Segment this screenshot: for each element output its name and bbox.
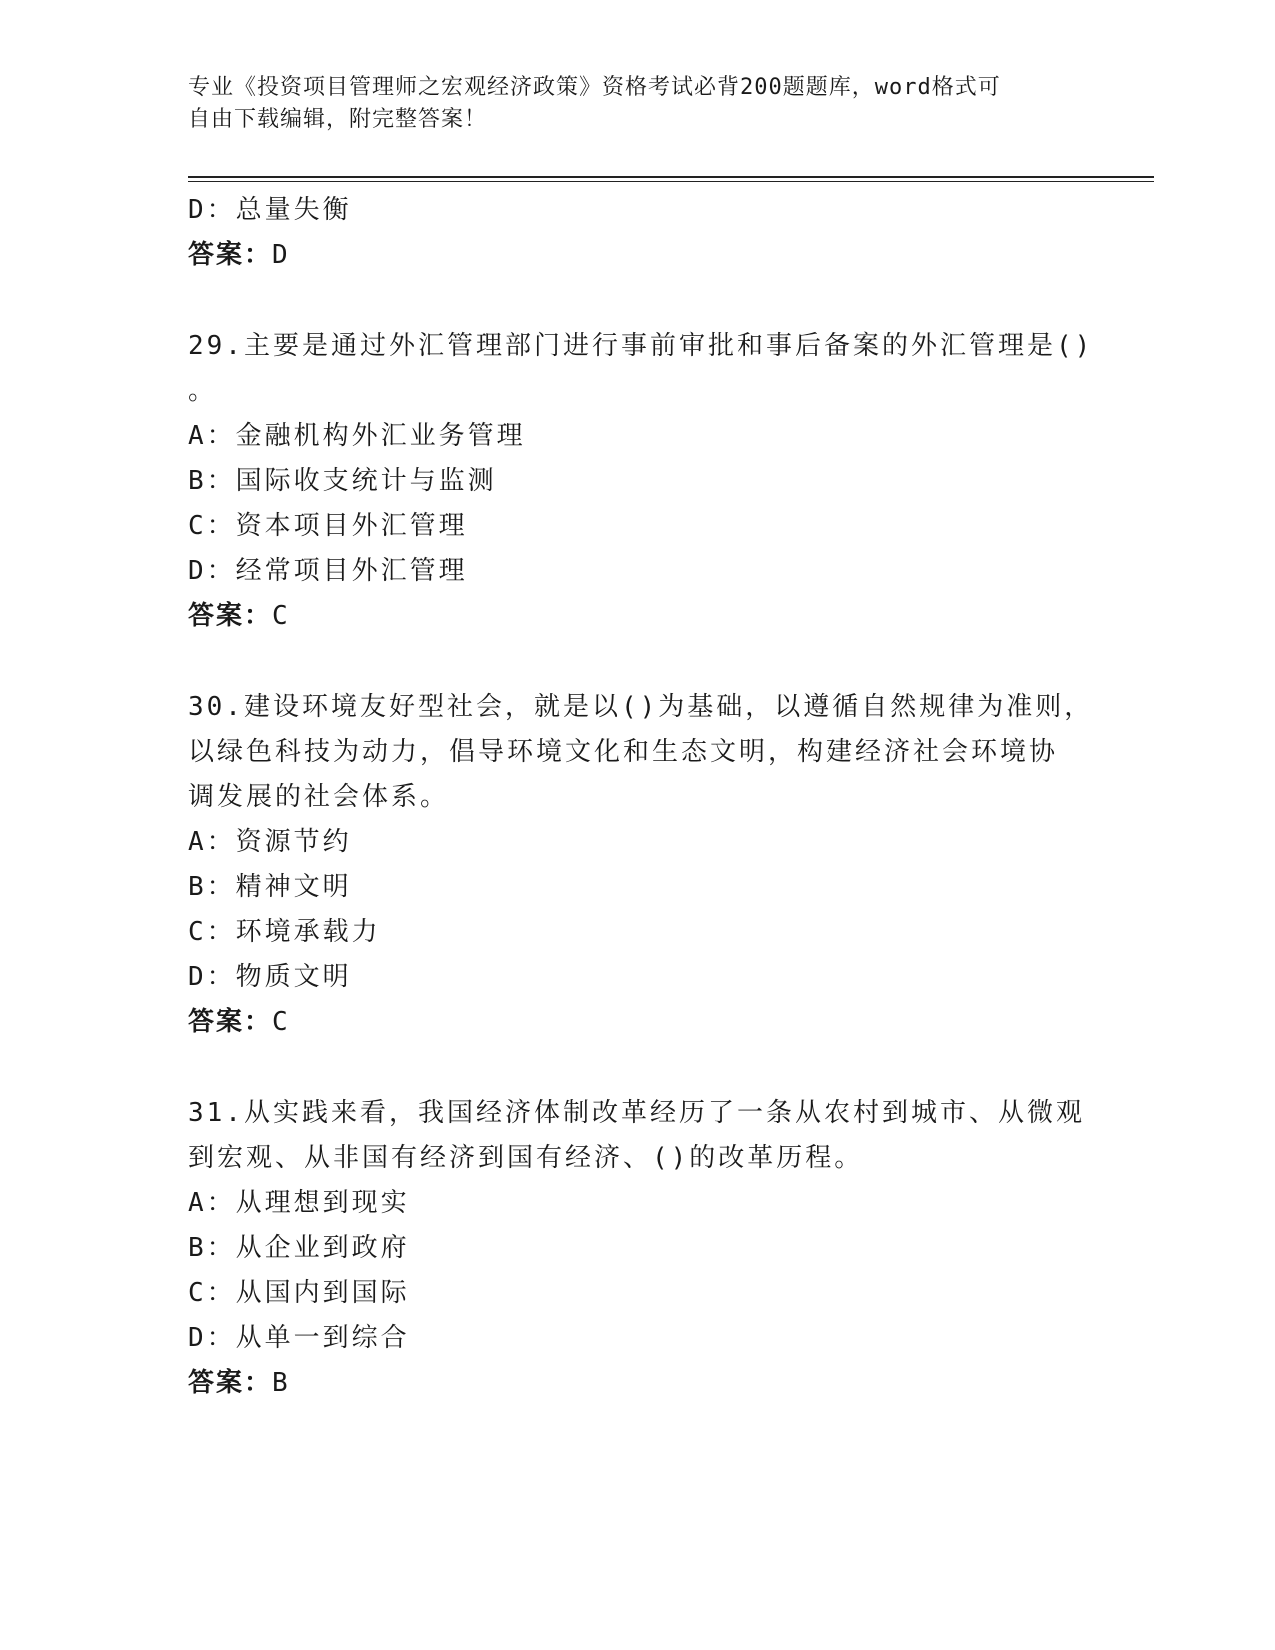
answer-value: B [272,1368,288,1398]
header-line-2: 自由下载编辑，附完整答案！ [188,107,488,132]
prev-answer [188,233,1088,278]
spacer [188,639,1088,685]
question-text-line: 以绿色科技为动力，倡导环境文化和生态文明，构建经济社会环境协 [188,737,1059,767]
option-a: A：资源节约 [188,827,352,857]
question-text-line: 到宏观、从非国有经济到国有经济、()的改革历程。 [188,1143,864,1173]
spacer [188,1045,1088,1091]
question-list [188,188,1094,1406]
option-b: B：精神文明 [188,872,352,902]
answer [188,1361,1088,1406]
header-line-1: 专业《投资项目管理师之宏观经济政策》资格考试必背200题题库，word格式可 [188,75,1001,100]
header-divider-thick [188,176,1154,178]
answer [188,1000,1088,1045]
answer-value: C [272,1007,288,1037]
prev-option-d: D：总量失衡 [188,195,352,225]
option-d: D：经常项目外汇管理 [188,556,468,586]
option-c: C：环境承载力 [188,917,381,947]
answer-value: D [272,240,288,270]
question-30 [188,685,1094,1045]
answer-label: 答案： [188,1368,273,1398]
question-text-line: 30.建设环境友好型社会，就是以()为基础，以遵循自然规律为准则， [188,692,1094,722]
option-d: D：物质文明 [188,962,352,992]
answer [188,594,1088,639]
option-c: C：从国内到国际 [188,1278,410,1308]
header-divider-thin [188,181,1154,182]
question-31 [188,1091,1088,1406]
option-b: B：国际收支统计与监测 [188,466,497,496]
option-a: A：从理想到现实 [188,1188,410,1218]
document-header [188,72,1068,136]
answer-value: C [272,601,288,631]
answer-label: 答案： [188,240,273,270]
option-a: A：金融机构外汇业务管理 [188,421,526,451]
option-c: C：资本项目外汇管理 [188,511,468,541]
question-29 [188,324,1094,639]
answer-label: 答案： [188,1007,273,1037]
question-text-line: 31.从实践来看，我国经济体制改革经历了一条从农村到城市、从微观 [188,1098,1085,1128]
answer-label: 答案： [188,601,273,631]
question-text-line: 29.主要是通过外汇管理部门进行事前审批和事后备案的外汇管理是() [188,331,1094,361]
question-text-line: 。 [188,376,218,406]
option-d: D：从单一到综合 [188,1323,410,1353]
option-b: B：从企业到政府 [188,1233,410,1263]
question-text-line: 调发展的社会体系。 [188,782,450,812]
spacer [188,278,1088,324]
